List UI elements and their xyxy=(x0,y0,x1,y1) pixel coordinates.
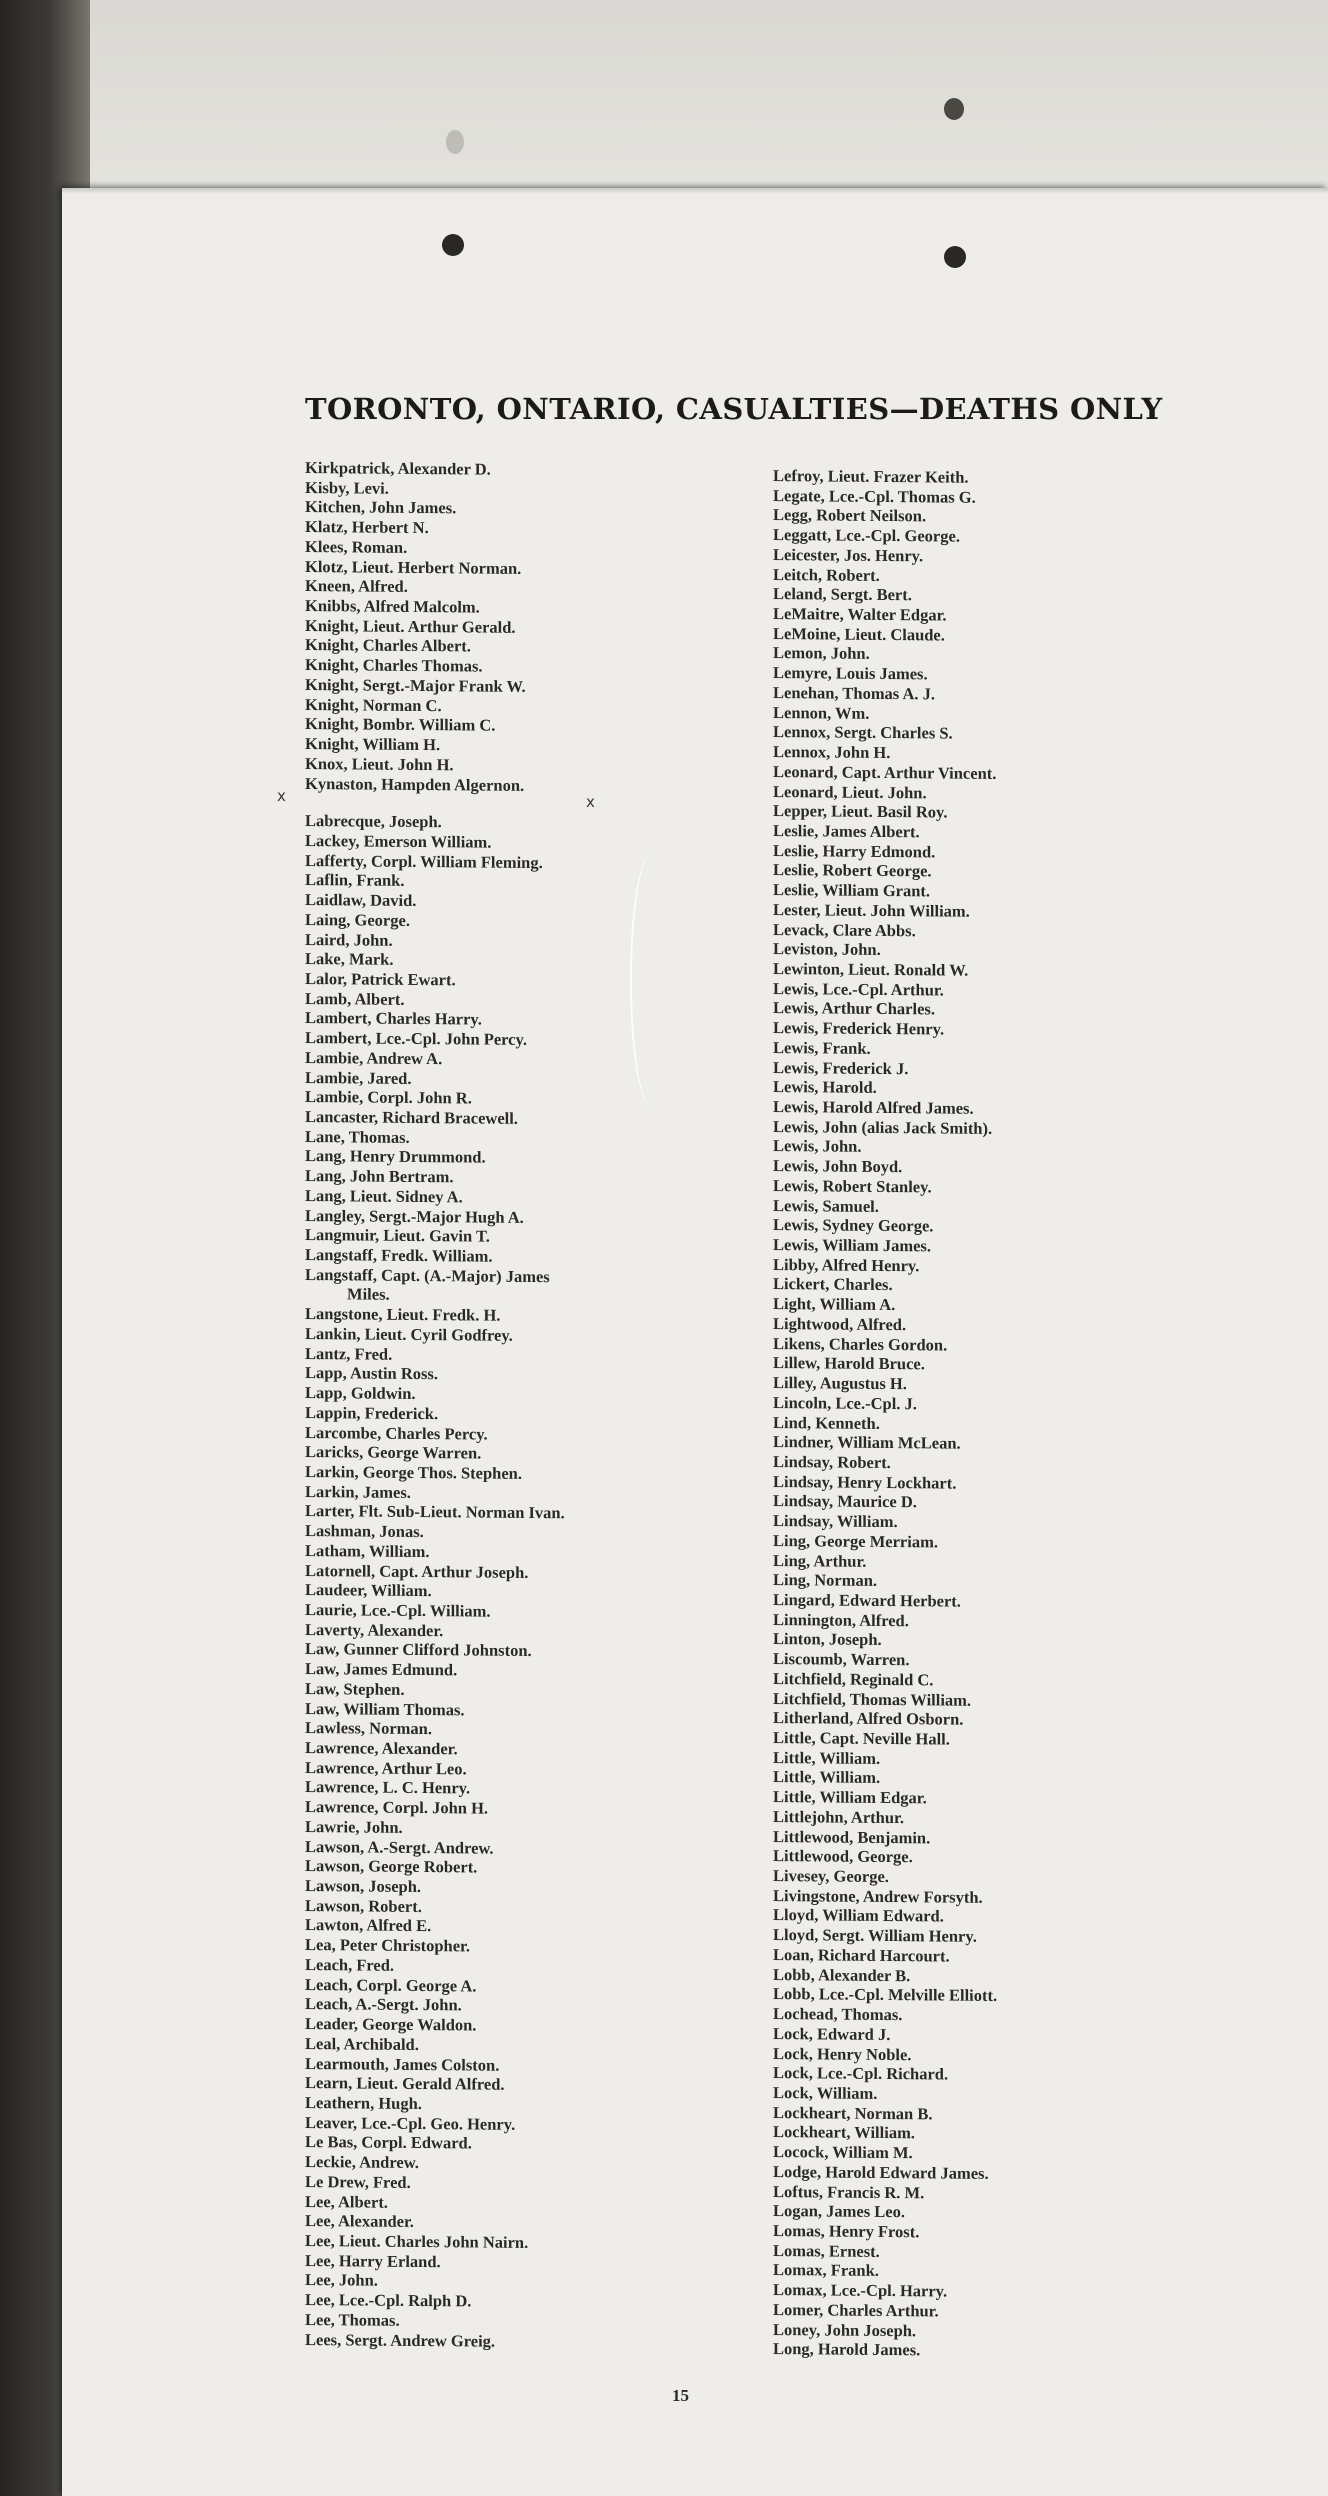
casualty-entry: Kneen, Alfred. xyxy=(305,576,408,597)
casualty-entry: Lomas, Ernest. xyxy=(773,2240,880,2261)
casualty-entry: Lang, Henry Drummond. xyxy=(305,1146,486,1168)
casualty-entry: Lewis, Robert Stanley. xyxy=(773,1175,932,1197)
casualty-entry: Lee, John. xyxy=(305,2270,378,2291)
casualty-entry: Leader, George Waldon. xyxy=(305,2014,477,2035)
casualty-entry: Lester, Lieut. John William. xyxy=(773,899,970,921)
casualty-entry: Lobb, Lce.-Cpl. Melville Elliott. xyxy=(773,1984,998,2006)
casualty-entry: Lind, Kenneth. xyxy=(773,1412,880,1433)
casualty-entry: Lantz, Fred. xyxy=(305,1343,393,1364)
casualty-entry: Lilley, Augustus H. xyxy=(773,1373,907,1394)
casualty-entry: Lawrence, Alexander. xyxy=(305,1738,458,1759)
casualty-entry: Lawrence, Arthur Leo. xyxy=(305,1757,467,1779)
page-title: TORONTO, ONTARIO, CASUALTIES—DEATHS ONLY xyxy=(305,392,1163,426)
casualty-entry: Lambert, Charles Harry. xyxy=(305,1008,482,1029)
casualty-entry: Lennon, Wm. xyxy=(773,702,870,723)
casualty-entry: Leggatt, Lce.-Cpl. George. xyxy=(773,525,960,546)
casualty-entry: Lambie, Jared. xyxy=(305,1067,412,1088)
casualty-entry: Little, Capt. Neville Hall. xyxy=(773,1728,950,1749)
casualty-entry: Legate, Lce.-Cpl. Thomas G. xyxy=(773,485,976,507)
casualty-entry: Leach, Corpl. George A. xyxy=(305,1974,477,1996)
casualty-entry: Kisby, Levi. xyxy=(305,477,389,498)
casualty-entry: Learmouth, James Colston. xyxy=(305,2053,500,2075)
casualty-entry: Lane, Thomas. xyxy=(305,1126,410,1147)
casualty-entry: Lewis, Lce.-Cpl. Arthur. xyxy=(773,978,944,1000)
casualty-entry: Langstaff, Capt. (A.-Major) James xyxy=(305,1264,550,1286)
casualty-entry: Lewis, John (alias Jack Smith). xyxy=(773,1116,993,1138)
casualty-entry: Latornell, Capt. Arthur Joseph. xyxy=(305,1560,529,1582)
casualty-entry: Litchfield, Thomas William. xyxy=(773,1688,972,1710)
casualty-entry: Lomax, Lce.-Cpl. Harry. xyxy=(773,2280,948,2301)
casualty-entry: Loney, John Joseph. xyxy=(773,2319,917,2340)
casualty-entry: Lang, Lieut. Sidney A. xyxy=(305,1185,463,1207)
casualty-entry: Lee, Lieut. Charles John Nairn. xyxy=(305,2230,529,2252)
casualty-entry: Lawson, A.-Sergt. Andrew. xyxy=(305,1836,494,1858)
casualty-entry: Larter, Flt. Sub-Lieut. Norman Ivan. xyxy=(305,1501,565,1523)
casualty-entry: Lappin, Frederick. xyxy=(305,1402,439,1423)
casualty-entry: Le Drew, Fred. xyxy=(305,2171,411,2192)
casualty-entry: Lankin, Lieut. Cyril Godfrey. xyxy=(305,1323,513,1345)
casualty-entry: Law, Gunner Clifford Johnston. xyxy=(305,1639,532,1661)
casualty-entry: Lindsay, William. xyxy=(773,1511,898,1532)
casualty-entry: Long, Harold James. xyxy=(773,2339,921,2360)
casualty-entry: Lawrence, Corpl. John H. xyxy=(305,1797,489,1818)
casualty-entry: Laudeer, William. xyxy=(305,1580,432,1601)
casualty-entry: Lawrie, John. xyxy=(305,1816,403,1837)
casualty-entry: Laurie, Lce.-Cpl. William. xyxy=(305,1599,491,1621)
casualty-entry: Lackey, Emerson William. xyxy=(305,830,492,852)
casualty-entry: Lancaster, Richard Bracewell. xyxy=(305,1107,518,1128)
casualty-entry: Langley, Sergt.-Major Hugh A. xyxy=(305,1205,524,1227)
casualty-entry: Lawton, Alfred E. xyxy=(305,1915,432,1936)
casualty-entry: Leslie, William Grant. xyxy=(773,880,931,901)
casualty-entry: Lock, Henry Noble. xyxy=(773,2043,912,2064)
casualty-entry: LeMaitre, Walter Edgar. xyxy=(773,604,947,625)
casualty-entry: Lewis, Frederick J. xyxy=(773,1057,909,1078)
casualty-entry: Lomas, Henry Frost. xyxy=(773,2220,920,2242)
page-top-edge xyxy=(62,188,1328,194)
casualty-entry: Lang, John Bertram. xyxy=(305,1166,454,1187)
back-sheet xyxy=(90,0,1328,200)
casualty-entry: Ling, Norman. xyxy=(773,1570,878,1591)
casualty-entry: Livingstone, Andrew Forsyth. xyxy=(773,1885,983,1907)
casualty-entry: Lawless, Norman. xyxy=(305,1718,432,1739)
casualty-entry: Logan, James Leo. xyxy=(773,2201,905,2222)
casualty-entry: Leathern, Hugh. xyxy=(305,2092,422,2113)
casualty-entry: Lockheart, Norman B. xyxy=(773,2102,933,2124)
casualty-entry: Lindsay, Henry Lockhart. xyxy=(773,1471,957,1493)
casualty-entry: Lightwood, Alfred. xyxy=(773,1313,907,1335)
casualty-entry: Lockheart, William. xyxy=(773,2122,915,2143)
casualty-entry: Knight, Norman C. xyxy=(305,694,442,715)
casualty-entry: Leslie, James Albert. xyxy=(773,820,920,842)
casualty-entry: Knight, Charles Albert. xyxy=(305,635,471,656)
casualty-entry: Lewis, Sydney George. xyxy=(773,1215,934,1236)
casualty-entry: Lewis, Samuel. xyxy=(773,1195,879,1216)
casualty-entry: Lock, Edward J. xyxy=(773,2023,891,2044)
casualty-entry: Leach, Fred. xyxy=(305,1954,395,1975)
casualty-entry: Labrecque, Joseph. xyxy=(305,811,442,832)
casualty-entry: Lomax, Frank. xyxy=(773,2260,879,2281)
casualty-entry: Law, Stephen. xyxy=(305,1678,405,1699)
casualty-entry: Knox, Lieut. John H. xyxy=(305,753,454,775)
casualty-entry: Leviston, John. xyxy=(773,939,881,960)
casualty-entry: Legg, Robert Neilson. xyxy=(773,505,927,526)
casualty-entry: Klatz, Herbert N. xyxy=(305,517,429,538)
casualty-entry: Lennox, Sergt. Charles S. xyxy=(773,722,953,743)
casualty-entry: Klees, Roman. xyxy=(305,536,408,557)
casualty-entry: Klotz, Lieut. Herbert Norman. xyxy=(305,556,522,578)
casualty-entry: Livesey, George. xyxy=(773,1866,889,1887)
casualty-entry: Kirkpatrick, Alexander D. xyxy=(305,458,491,479)
casualty-entry: Littlejohn, Arthur. xyxy=(773,1806,904,1828)
casualty-entry: Libby, Alfred Henry. xyxy=(773,1254,920,1276)
casualty-entry: Lambert, Lce.-Cpl. John Percy. xyxy=(305,1028,527,1050)
casualty-entry: Lapp, Goldwin. xyxy=(305,1383,416,1404)
casualty-entry: Ling, George Merriam. xyxy=(773,1530,938,1552)
casualty-entry: Lea, Peter Christopher. xyxy=(305,1935,470,1956)
pencil-stroke xyxy=(630,855,672,1105)
casualty-entry: Lapp, Austin Ross. xyxy=(305,1363,438,1384)
casualty-entry: Leonard, Lieut. John. xyxy=(773,781,927,802)
casualty-entry: Lenehan, Thomas A. J. xyxy=(773,682,935,704)
casualty-entry: Lemon, John. xyxy=(773,643,870,664)
casualty-entry: Locock, William M. xyxy=(773,2142,913,2163)
casualty-entry: Leaver, Lce.-Cpl. Geo. Henry. xyxy=(305,2112,516,2134)
casualty-entry: Lefroy, Lieut. Frazer Keith. xyxy=(773,466,969,487)
casualty-entry: Kitchen, John James. xyxy=(305,497,457,518)
casualty-entry: Lobb, Alexander B. xyxy=(773,1964,911,1985)
casualty-entry: Knibbs, Alfred Malcolm. xyxy=(305,596,480,617)
casualty-entry: Langmuir, Lieut. Gavin T. xyxy=(305,1225,490,1246)
casualty-entry: Lindsay, Maurice D. xyxy=(773,1491,917,1512)
casualty-entry: Littlewood, George. xyxy=(773,1846,913,1867)
casualty-entry: Lafferty, Corpl. William Fleming. xyxy=(305,850,543,872)
casualty-entry: Laing, George. xyxy=(305,909,410,930)
casualty-entry: Lashman, Jonas. xyxy=(305,1521,424,1542)
casualty-entry: Leal, Archibald. xyxy=(305,2033,419,2054)
casualty-entry: Leitch, Robert. xyxy=(773,564,880,585)
casualty-entry: Lawson, George Robert. xyxy=(305,1856,478,1877)
casualty-entry: Lingard, Edward Herbert. xyxy=(773,1589,961,1611)
casualty-entry: Miles. xyxy=(347,1284,390,1305)
casualty-entry: Lewis, William James. xyxy=(773,1235,931,1256)
casualty-entry: Le Bas, Corpl. Edward. xyxy=(305,2132,472,2153)
casualty-entry: Laverty, Alexander. xyxy=(305,1619,444,1640)
casualty-entry: Knight, Bombr. William C. xyxy=(305,714,496,736)
casualty-entry: Leslie, Robert George. xyxy=(773,860,932,881)
casualty-entry: Levack, Clare Abbs. xyxy=(773,919,916,940)
casualty-entry: Likens, Charles Gordon. xyxy=(773,1333,948,1355)
casualty-entry: Liscoumb, Warren. xyxy=(773,1649,910,1670)
casualty-entry: Lewis, Frank. xyxy=(773,1037,871,1058)
casualty-entry: Lickert, Charles. xyxy=(773,1274,893,1295)
casualty-entry: Lambie, Corpl. John R. xyxy=(305,1087,472,1108)
casualty-entry: Linnington, Alfred. xyxy=(773,1609,909,1630)
casualty-entry: Linton, Joseph. xyxy=(773,1629,882,1650)
casualty-entry: Laidlaw, David. xyxy=(305,890,417,911)
casualty-entry: Leckie, Andrew. xyxy=(305,2152,419,2173)
document-page xyxy=(62,188,1328,2496)
casualty-entry: Lalor, Patrick Ewart. xyxy=(305,968,456,990)
binder-hole-right xyxy=(944,246,966,268)
casualty-entry: Lindner, William McLean. xyxy=(773,1432,961,1453)
pencil-mark-left: x xyxy=(277,787,286,805)
casualty-entry: Lochead, Thomas. xyxy=(773,2004,903,2025)
casualty-entry: Lake, Mark. xyxy=(305,949,394,970)
casualty-entry: Little, William. xyxy=(773,1767,881,1788)
back-sheet-hole-right xyxy=(944,98,964,120)
casualty-entry: Leonard, Capt. Arthur Vincent. xyxy=(773,761,997,783)
casualty-entry: Langstaff, Fredk. William. xyxy=(305,1245,493,1266)
casualty-entry: Lewis, Harold. xyxy=(773,1077,877,1098)
casualty-entry: Lawson, Robert. xyxy=(305,1895,422,1916)
casualty-entry: Laird, John. xyxy=(305,929,393,950)
pencil-mark-right: x xyxy=(586,793,595,811)
casualty-entry: Lamb, Albert. xyxy=(305,988,405,1009)
casualty-entry: LeMoine, Lieut. Claude. xyxy=(773,623,945,645)
casualty-entry: Latham, William. xyxy=(305,1540,430,1561)
casualty-entry: Larkin, George Thos. Stephen. xyxy=(305,1461,522,1483)
casualty-entry: Lawrence, L. C. Henry. xyxy=(305,1777,471,1798)
casualty-entry: Loan, Richard Harcourt. xyxy=(773,1944,950,1966)
casualty-entry: Learn, Lieut. Gerald Alfred. xyxy=(305,2073,505,2094)
casualty-entry: Leland, Sergt. Bert. xyxy=(773,584,912,605)
casualty-entry: Lloyd, Sergt. William Henry. xyxy=(773,1925,977,1946)
casualty-entry: Lewis, Frederick Henry. xyxy=(773,1018,945,1039)
casualty-entry: Lock, Lce.-Cpl. Richard. xyxy=(773,2063,949,2084)
casualty-entry: Lewis, John Boyd. xyxy=(773,1156,903,1177)
casualty-entry: Larkin, James. xyxy=(305,1481,411,1502)
binder-hole-left xyxy=(442,234,464,256)
casualty-entry: Lee, Harry Erland. xyxy=(305,2250,441,2271)
casualty-entry: Langstone, Lieut. Fredk. H. xyxy=(305,1304,501,1325)
casualty-entry: Litherland, Alfred Osborn. xyxy=(773,1708,964,1729)
casualty-entry: Little, William. xyxy=(773,1747,881,1768)
casualty-entry: Law, James Edmund. xyxy=(305,1659,458,1680)
casualty-entry: Law, William Thomas. xyxy=(305,1698,465,1719)
casualty-entry: Knight, Sergt.-Major Frank W. xyxy=(305,674,526,696)
casualty-entry: Lloyd, William Edward. xyxy=(773,1905,944,1926)
casualty-entry: Lees, Sergt. Andrew Greig. xyxy=(305,2329,496,2351)
casualty-entry: Laricks, George Warren. xyxy=(305,1442,482,1463)
casualty-entry: Leach, A.-Sergt. John. xyxy=(305,1994,462,2015)
casualty-entry: Laflin, Frank. xyxy=(305,870,405,891)
casualty-entry: Knight, William H. xyxy=(305,734,441,755)
casualty-entry: Lindsay, Robert. xyxy=(773,1451,891,1472)
casualty-entry: Littlewood, Benjamin. xyxy=(773,1826,931,1847)
casualty-entry: Lee, Thomas. xyxy=(305,2309,400,2330)
page-number: 15 xyxy=(672,2386,689,2405)
casualty-entry: Lewinton, Lieut. Ronald W. xyxy=(773,958,969,980)
casualty-entry: Lawson, Joseph. xyxy=(305,1876,421,1897)
casualty-entry: Ling, Arthur. xyxy=(773,1550,867,1571)
casualty-entry: Lennox, John H. xyxy=(773,742,891,763)
casualty-entry: Knight, Lieut. Arthur Gerald. xyxy=(305,615,516,637)
casualty-entry: Lee, Alexander. xyxy=(305,2211,414,2232)
casualty-entry: Little, William Edgar. xyxy=(773,1787,927,1808)
casualty-entry: Lewis, John. xyxy=(773,1136,862,1157)
casualty-entry: Lee, Lce.-Cpl. Ralph D. xyxy=(305,2290,472,2311)
casualty-entry: Lodge, Harold Edward James. xyxy=(773,2161,989,2183)
casualty-entry: Lemyre, Louis James. xyxy=(773,663,928,684)
casualty-entry: Leicester, Jos. Henry. xyxy=(773,544,924,566)
back-sheet-hole-left xyxy=(446,130,464,154)
casualty-entry: Leslie, Harry Edmond. xyxy=(773,840,936,862)
casualty-entry: Loftus, Francis R. M. xyxy=(773,2181,925,2202)
casualty-entry: Lewis, Harold Alfred James. xyxy=(773,1097,974,1118)
casualty-entry: Lomer, Charles Arthur. xyxy=(773,2299,939,2321)
left-column-list xyxy=(305,458,565,2352)
casualty-entry: Litchfield, Reginald C. xyxy=(773,1668,934,1690)
casualty-entry: Knight, Charles Thomas. xyxy=(305,655,483,676)
casualty-entry: Kynaston, Hampden Algernon. xyxy=(305,773,525,795)
casualty-entry: Light, William A. xyxy=(773,1294,896,1315)
casualty-entry: Lillew, Harold Bruce. xyxy=(773,1353,925,1374)
casualty-entry: Lewis, Arthur Charles. xyxy=(773,998,935,1019)
casualty-entry: Lincoln, Lce.-Cpl. J. xyxy=(773,1392,917,1414)
right-column-list xyxy=(773,466,997,2361)
casualty-entry: Lepper, Lieut. Basil Roy. xyxy=(773,801,948,822)
casualty-entry: Lock, William. xyxy=(773,2082,878,2103)
casualty-entry: Larcombe, Charles Percy. xyxy=(305,1422,488,1444)
casualty-entry: Lee, Albert. xyxy=(305,2191,388,2212)
casualty-entry: Lambie, Andrew A. xyxy=(305,1047,443,1069)
